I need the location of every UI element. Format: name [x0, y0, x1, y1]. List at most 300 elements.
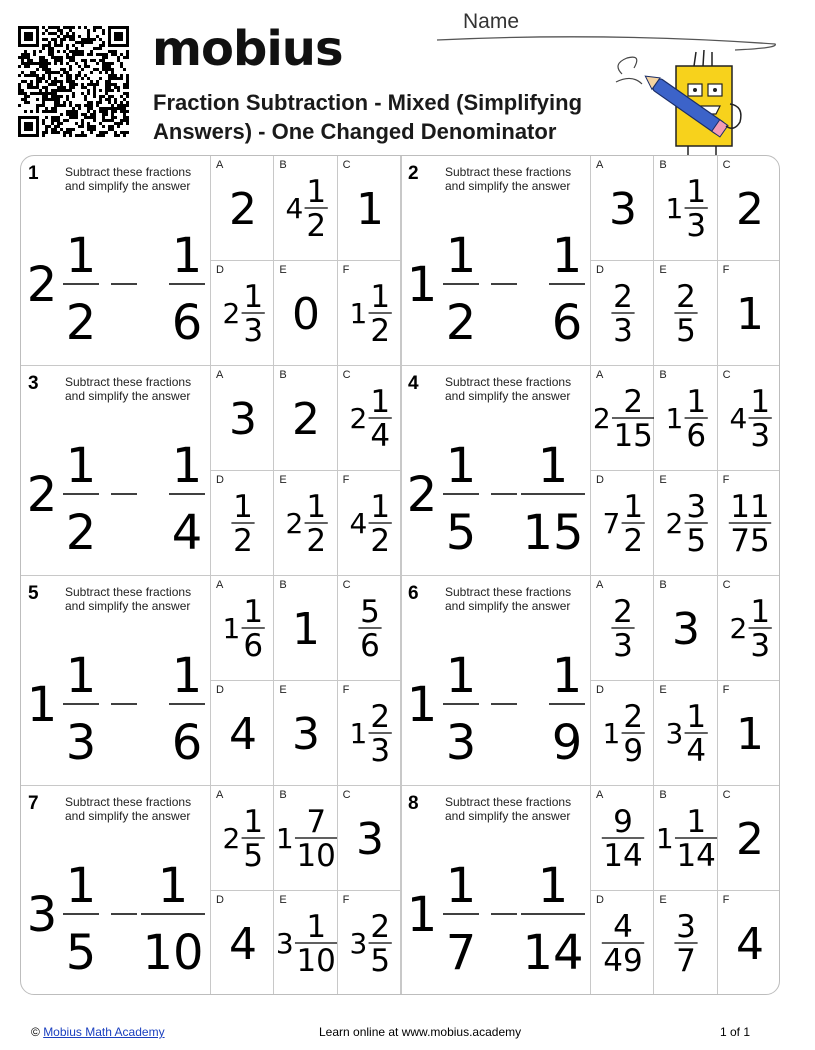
whole-number: 3 — [609, 183, 637, 235]
instruction-line-2: and simplify the answer — [445, 179, 571, 193]
answer-value — [211, 261, 274, 366]
whole-part: 1 — [276, 822, 295, 856]
answer-option-e[interactable] — [274, 891, 337, 995]
question-denominator-2: 10 — [142, 925, 204, 981]
instruction-text — [445, 165, 571, 193]
denominator: 6 — [359, 628, 380, 665]
answer-option-f[interactable] — [718, 261, 780, 366]
answer-value — [718, 576, 780, 681]
question-denominator-2: 4 — [171, 505, 203, 561]
instruction-line-2: and simplify the answer — [445, 389, 571, 403]
problem-7 — [21, 786, 401, 995]
answer-label: C — [342, 579, 351, 591]
answer-label: A — [216, 789, 224, 801]
answer-value — [211, 156, 274, 261]
whole-part: 3 — [276, 927, 295, 961]
whole-part: 1 — [665, 402, 684, 436]
answer-label: E — [279, 894, 287, 906]
question-expression — [405, 842, 589, 992]
question-numerator-2: 1 — [171, 438, 203, 494]
whole-part: 4 — [729, 402, 747, 436]
denominator: 5 — [676, 313, 697, 350]
question-expression — [25, 212, 209, 362]
question-denominator-2: 6 — [551, 295, 583, 351]
answer-option-b[interactable] — [654, 786, 717, 891]
answer-label: C — [722, 789, 731, 801]
answer-option-f[interactable] — [718, 471, 780, 576]
answer-option-e[interactable] — [274, 681, 337, 786]
answer-value — [591, 576, 654, 681]
answer-value — [654, 261, 717, 366]
problem-number: 8 — [408, 793, 419, 814]
instruction-line-1: Subtract these fractions — [445, 585, 572, 599]
instruction-line-1: Subtract these fractions — [65, 165, 192, 179]
whole-number: 2 — [292, 393, 321, 445]
answer-value — [338, 786, 401, 891]
question-cell — [21, 156, 211, 366]
answer-label: B — [659, 369, 667, 381]
problem-2 — [401, 156, 780, 366]
answer-option-e[interactable] — [274, 471, 337, 576]
answer-option-f[interactable] — [338, 261, 401, 366]
answer-option-a[interactable] — [591, 366, 654, 471]
instruction-line-1: Subtract these fractions — [445, 375, 572, 389]
answer-label: F — [342, 684, 350, 696]
answer-value — [338, 891, 401, 995]
numerator: 2 — [676, 279, 697, 315]
whole-number: 3 — [292, 708, 321, 760]
answer-value — [338, 366, 401, 471]
answer-value — [274, 681, 337, 786]
answer-option-c[interactable] — [338, 786, 401, 891]
numerator: 1 — [306, 174, 327, 210]
problem-6 — [401, 576, 780, 786]
question-whole: 2 — [406, 467, 438, 523]
numerator: 4 — [613, 909, 633, 945]
answer-option-c[interactable] — [338, 576, 401, 681]
numerator: 9 — [613, 804, 633, 840]
denominator: 49 — [603, 943, 643, 980]
answer-option-d[interactable] — [211, 261, 274, 366]
answer-option-a[interactable] — [211, 156, 274, 261]
whole-part: 3 — [349, 927, 367, 961]
question-numerator-2: 1 — [537, 858, 569, 914]
instruction-text — [445, 795, 571, 823]
whole-part: 2 — [222, 297, 241, 331]
whole-number: 1 — [355, 183, 384, 235]
mobius-academy-link[interactable]: Mobius Math Academy — [43, 1025, 165, 1039]
instruction-line-1: Subtract these fractions — [445, 165, 572, 179]
problem-grid — [20, 155, 780, 995]
answer-value — [274, 261, 337, 366]
instruction-line-2: and simplify the answer — [445, 599, 571, 613]
denominator: 2 — [306, 523, 327, 560]
numerator: 1 — [749, 594, 770, 630]
question-numerator-1: 1 — [445, 228, 477, 284]
answer-option-c[interactable] — [718, 366, 780, 471]
denominator: 6 — [243, 628, 264, 665]
numerator: 2 — [613, 279, 633, 315]
answer-option-b[interactable] — [274, 786, 337, 891]
answer-option-f[interactable] — [338, 471, 401, 576]
answer-label: B — [659, 579, 667, 591]
answer-value — [654, 471, 717, 576]
answer-option-e[interactable] — [654, 891, 717, 995]
denominator: 9 — [623, 733, 644, 770]
answer-value — [211, 681, 274, 786]
answer-option-e[interactable] — [654, 471, 717, 576]
whole-part: 7 — [602, 507, 621, 541]
whole-part: 1 — [665, 192, 684, 226]
question-expression — [405, 422, 589, 572]
answer-value — [591, 681, 654, 786]
instruction-line-1: Subtract these fractions — [65, 795, 192, 809]
answer-value — [718, 891, 780, 995]
instruction-text — [65, 165, 191, 193]
answer-label: A — [596, 579, 604, 591]
instruction-text — [65, 795, 191, 823]
answer-option-f[interactable] — [338, 681, 401, 786]
answer-label: D — [596, 264, 604, 276]
denominator: 2 — [369, 313, 390, 350]
answer-option-b[interactable] — [654, 366, 717, 471]
answer-value — [718, 156, 780, 261]
question-denominator-1: 3 — [65, 715, 97, 771]
answer-option-d[interactable] — [211, 681, 274, 786]
numerator: 3 — [676, 909, 697, 945]
denominator: 3 — [369, 733, 390, 770]
question-numerator-2: 1 — [537, 438, 569, 494]
answer-option-b[interactable] — [654, 576, 717, 681]
answer-option-a[interactable] — [591, 156, 654, 261]
copyright-symbol: © — [31, 1025, 40, 1039]
whole-number: 1 — [292, 603, 321, 655]
answer-label: A — [596, 789, 604, 801]
denominator: 10 — [296, 943, 337, 980]
answer-label: B — [659, 789, 667, 801]
footer-learn-online: Learn online at www.mobius.academy — [319, 1025, 522, 1039]
whole-part: 3 — [665, 717, 684, 751]
numerator: 2 — [623, 384, 644, 420]
denominator: 14 — [603, 838, 643, 875]
whole-part: 2 — [592, 402, 611, 436]
question-whole: 3 — [26, 887, 58, 943]
answer-value — [211, 471, 274, 576]
whole-part: 1 — [602, 717, 621, 751]
question-expression — [405, 212, 589, 362]
denominator: 3 — [749, 628, 770, 665]
problem-4 — [401, 366, 780, 576]
answer-label: E — [659, 474, 667, 486]
instruction-line-2: and simplify the answer — [445, 809, 571, 823]
numerator: 1 — [686, 384, 707, 420]
question-whole: 1 — [406, 887, 438, 943]
answer-option-d[interactable] — [591, 681, 654, 786]
answer-label: D — [216, 684, 224, 696]
question-cell — [401, 366, 591, 576]
answer-option-d[interactable] — [591, 891, 654, 995]
answer-option-a[interactable] — [591, 576, 654, 681]
answer-option-c[interactable] — [718, 156, 780, 261]
whole-part: 1 — [222, 612, 241, 646]
answer-label: E — [279, 264, 287, 276]
instruction-text — [65, 585, 191, 613]
whole-number: 0 — [292, 288, 321, 340]
denominator: 2 — [369, 523, 390, 560]
answer-value — [211, 891, 274, 995]
denominator: 2 — [306, 208, 327, 245]
answer-value — [654, 366, 717, 471]
answer-label: E — [659, 684, 667, 696]
question-whole: 1 — [26, 677, 58, 733]
numerator: 7 — [306, 804, 327, 840]
answer-option-d[interactable] — [591, 471, 654, 576]
answer-label: C — [342, 159, 351, 171]
answer-option-b[interactable] — [654, 156, 717, 261]
answer-value — [718, 786, 780, 891]
answer-value — [338, 681, 401, 786]
question-denominator-1: 2 — [65, 505, 97, 561]
answer-label: C — [342, 369, 351, 381]
footer-copyright — [31, 1025, 165, 1039]
numerator: 3 — [686, 489, 707, 525]
question-numerator-1: 1 — [65, 228, 97, 284]
answer-label: F — [722, 894, 730, 906]
answer-label: E — [659, 894, 667, 906]
mascot-pencil-character-icon — [612, 44, 762, 159]
denominator: 4 — [369, 418, 390, 455]
answer-value — [274, 891, 337, 995]
answer-option-a[interactable] — [211, 366, 274, 471]
answer-value — [654, 576, 717, 681]
question-denominator-2: 9 — [551, 715, 583, 771]
answer-value — [211, 366, 274, 471]
whole-number: 3 — [355, 813, 384, 865]
answer-label: C — [722, 579, 731, 591]
answer-value — [718, 366, 780, 471]
answer-value — [654, 891, 717, 995]
question-numerator-2: 1 — [551, 648, 583, 704]
question-cell — [21, 366, 211, 576]
whole-part: 4 — [349, 507, 367, 541]
whole-part: 2 — [729, 612, 747, 646]
numerator: 1 — [686, 804, 707, 840]
answer-option-e[interactable] — [274, 261, 337, 366]
answer-value — [274, 576, 337, 681]
answer-label: F — [342, 264, 350, 276]
answer-option-e[interactable] — [654, 681, 717, 786]
denominator: 3 — [613, 313, 633, 350]
question-expression — [25, 422, 209, 572]
instruction-line-1: Subtract these fractions — [445, 795, 572, 809]
numerator: 1 — [306, 489, 327, 525]
answer-option-b[interactable] — [274, 576, 337, 681]
question-numerator-1: 1 — [445, 858, 477, 914]
denominator: 7 — [676, 943, 697, 980]
question-denominator-1: 5 — [65, 925, 97, 981]
question-cell — [21, 576, 211, 786]
question-cell — [401, 786, 591, 995]
whole-part: 2 — [349, 402, 367, 436]
whole-part: 1 — [349, 297, 367, 331]
answer-option-d[interactable] — [211, 471, 274, 576]
answer-value — [274, 156, 337, 261]
denominator: 5 — [686, 523, 707, 560]
answer-label: F — [342, 474, 350, 486]
problem-number: 4 — [408, 373, 419, 394]
instruction-line-1: Subtract these fractions — [65, 585, 192, 599]
denominator: 3 — [686, 208, 707, 245]
answer-option-d[interactable] — [211, 891, 274, 995]
problem-number: 2 — [408, 163, 419, 184]
answer-option-f[interactable] — [718, 891, 780, 995]
numerator: 5 — [359, 594, 380, 630]
answer-label: D — [596, 684, 604, 696]
answer-value — [591, 366, 654, 471]
denominator: 3 — [613, 628, 633, 665]
answer-option-f[interactable] — [718, 681, 780, 786]
problem-3 — [21, 366, 401, 576]
instruction-line-2: and simplify the answer — [65, 809, 191, 823]
problem-1 — [21, 156, 401, 366]
answer-value — [718, 471, 780, 576]
answer-option-c[interactable] — [718, 576, 780, 681]
numerator: 1 — [369, 279, 390, 315]
denominator: 5 — [243, 838, 264, 875]
answer-value — [654, 156, 717, 261]
numerator: 1 — [243, 279, 264, 315]
answer-option-c[interactable] — [718, 786, 780, 891]
answer-value — [274, 786, 337, 891]
answer-label: C — [342, 789, 351, 801]
answer-option-b[interactable] — [274, 156, 337, 261]
numerator: 1 — [686, 699, 707, 735]
answer-value — [591, 156, 654, 261]
question-denominator-1: 7 — [445, 925, 477, 981]
question-denominator-1: 5 — [445, 505, 477, 561]
answer-label: F — [722, 474, 730, 486]
question-denominator-2: 15 — [522, 505, 584, 561]
question-denominator-1: 2 — [65, 295, 97, 351]
question-expression — [25, 842, 209, 992]
problem-number: 1 — [28, 163, 39, 184]
answer-label: E — [659, 264, 667, 276]
problem-number: 3 — [28, 373, 39, 394]
answer-value — [211, 786, 274, 891]
question-numerator-2: 1 — [171, 648, 203, 704]
question-whole: 2 — [26, 467, 58, 523]
problem-number: 6 — [408, 583, 419, 604]
answer-label: B — [279, 789, 287, 801]
denominator: 10 — [296, 838, 337, 875]
answer-option-c[interactable] — [338, 156, 401, 261]
answer-option-c[interactable] — [338, 366, 401, 471]
instruction-text — [445, 375, 571, 403]
denominator: 75 — [729, 523, 770, 560]
answer-value — [591, 471, 654, 576]
denominator: 2 — [233, 523, 253, 560]
answer-label: E — [279, 474, 287, 486]
answer-value — [274, 366, 337, 471]
answer-label: D — [596, 474, 604, 486]
whole-part: 1 — [656, 822, 675, 856]
question-numerator-1: 1 — [65, 648, 97, 704]
problem-5 — [21, 576, 401, 786]
answer-option-f[interactable] — [338, 891, 401, 995]
whole-number: 1 — [735, 288, 764, 340]
answer-label: D — [216, 474, 224, 486]
question-whole: 1 — [406, 257, 438, 313]
answer-value — [654, 786, 717, 891]
answer-value — [718, 261, 780, 366]
answer-value — [338, 261, 401, 366]
answer-label: F — [722, 684, 730, 696]
brand-logo: mobius — [152, 21, 343, 77]
answer-option-a[interactable] — [211, 576, 274, 681]
denominator: 14 — [676, 838, 717, 875]
problem-number: 7 — [28, 793, 39, 814]
problem-number: 5 — [28, 583, 39, 604]
whole-part: 1 — [349, 717, 367, 751]
answer-option-b[interactable] — [274, 366, 337, 471]
question-cell — [21, 786, 211, 995]
answer-option-a[interactable] — [591, 786, 654, 891]
denominator: 3 — [749, 418, 770, 455]
answer-label: B — [279, 159, 287, 171]
answer-option-a[interactable] — [211, 786, 274, 891]
denominator: 3 — [243, 313, 264, 350]
answer-value — [274, 471, 337, 576]
numerator: 1 — [306, 909, 327, 945]
whole-part: 2 — [285, 507, 304, 541]
title-line-1: Fraction Subtraction - Mixed (Simplifying — [153, 90, 583, 115]
problem-8 — [401, 786, 780, 995]
answer-value — [591, 261, 654, 366]
numerator: 1 — [369, 489, 390, 525]
question-denominator-2: 6 — [171, 715, 203, 771]
question-denominator-1: 2 — [445, 295, 477, 351]
numerator: 1 — [243, 594, 264, 630]
instruction-line-2: and simplify the answer — [65, 179, 191, 193]
question-denominator-2: 14 — [522, 925, 584, 981]
denominator: 2 — [623, 523, 644, 560]
numerator: 1 — [623, 489, 644, 525]
answer-value — [654, 681, 717, 786]
answer-value — [591, 891, 654, 995]
denominator: 6 — [686, 418, 707, 455]
instruction-line-2: and simplify the answer — [65, 599, 191, 613]
question-denominator-1: 3 — [445, 715, 477, 771]
numerator: 2 — [369, 699, 390, 735]
answer-label: C — [722, 369, 731, 381]
answer-option-e[interactable] — [654, 261, 717, 366]
answer-label: B — [659, 159, 667, 171]
denominator: 5 — [369, 943, 390, 980]
instruction-text — [445, 585, 571, 613]
whole-part: 2 — [665, 507, 684, 541]
whole-number: 3 — [229, 393, 257, 445]
question-denominator-2: 6 — [171, 295, 203, 351]
answer-label: D — [596, 894, 604, 906]
question-numerator-2: 1 — [551, 228, 583, 284]
answer-label: A — [216, 159, 224, 171]
question-numerator-2: 1 — [171, 228, 203, 284]
question-cell — [401, 576, 591, 786]
whole-number: 4 — [229, 918, 257, 970]
answer-label: D — [216, 264, 224, 276]
answer-option-d[interactable] — [591, 261, 654, 366]
question-numerator-1: 1 — [445, 438, 477, 494]
